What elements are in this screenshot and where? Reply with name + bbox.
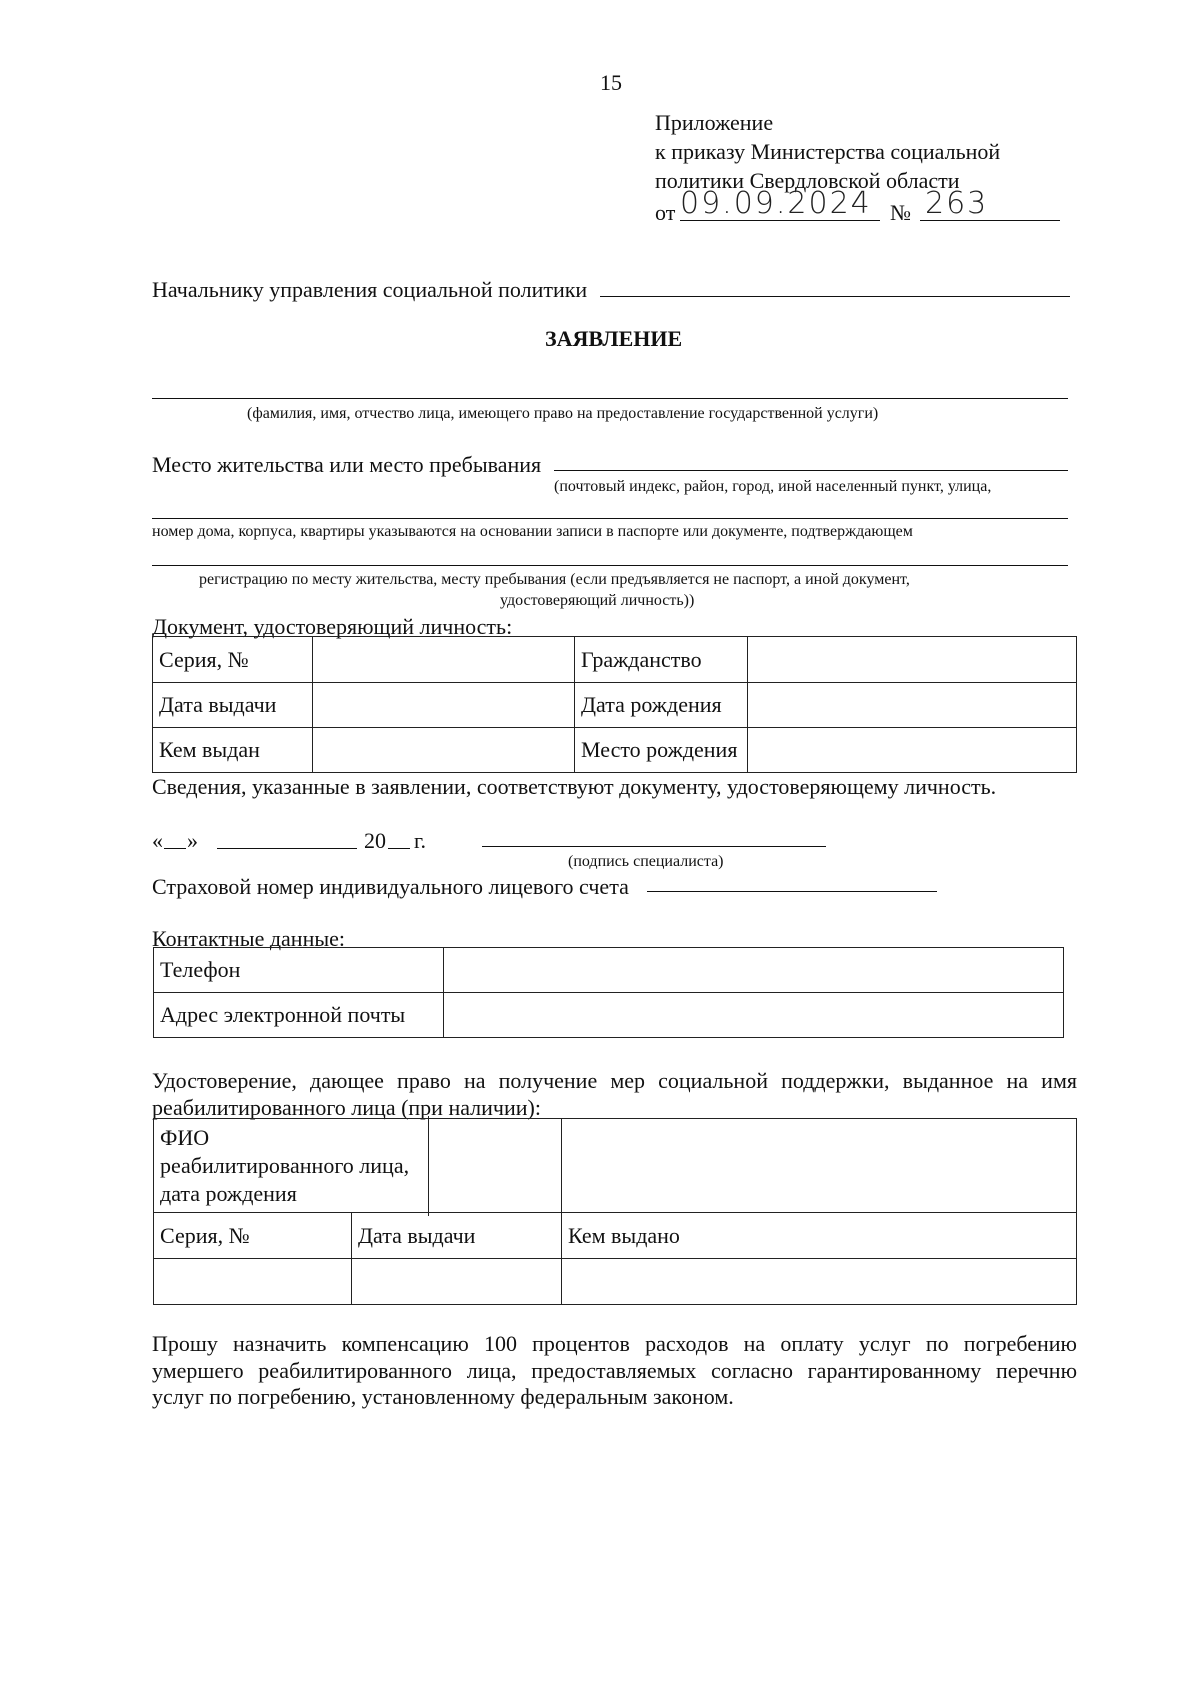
contacts-heading: Контактные данные: [152,926,345,951]
appendix-date-prefix: от [655,200,676,225]
certificate-fio-row [154,1119,1077,1213]
request-line-3: услуг по погребению, установленному федеральным законом. [152,1384,734,1409]
identity-value-field[interactable] [748,683,1077,728]
year-suffix: г. [414,828,427,853]
certificate-date-field[interactable] [352,1259,562,1305]
contacts-table [153,947,1064,1038]
contacts-row [154,948,1064,993]
appendix-line-1: Приложение [655,110,774,135]
identity-value-field[interactable] [748,728,1077,773]
date-underline [680,220,880,221]
identity-value-field[interactable] [313,683,575,728]
certificate-col-series: Серия, № [154,1213,352,1259]
residence-field-3[interactable] [152,565,1068,566]
certificate-fio-divider [428,1116,555,1216]
signature-hint: (подпись специалиста) [568,853,724,870]
appendix-date-handwritten: 09.09.2024 [680,186,872,221]
certificate-fio-label-1: ФИО [160,1124,210,1150]
snils-field[interactable] [647,891,937,892]
certificate-series-field[interactable] [154,1259,352,1305]
appendix-line-3: политики Свердловской области [655,168,960,193]
request-line-1: Прошу назначить компенсацию 100 процентов расходов на оплату услуг по погребению [152,1331,1077,1356]
identity-row [153,683,1077,728]
residence-label: Место жительства или место пребывания [152,452,542,477]
appendix-number-handwritten: 263 [925,186,989,221]
residence-field-2[interactable] [152,518,1068,519]
certificate-fio-label-2: реабилитированного лица, [160,1152,410,1178]
addressee-label: Начальнику управления социальной политики [152,277,588,302]
identity-table [152,636,1077,773]
addressee-field[interactable] [600,296,1070,297]
identity-value-field[interactable] [748,637,1077,683]
identity-label: Место рождения [575,728,748,773]
identity-label: Гражданство [575,637,748,683]
request-line-2: умершего реабилитированного лица, предоставляемых согласно гарантированному перечню [152,1358,1077,1383]
identity-label: Серия, № [153,637,313,683]
residence-hint-4: удостоверяющий личность)) [500,592,695,609]
fio-field[interactable] [152,398,1068,399]
identity-confirm: Сведения, указанные в заявлении, соответствуют документу, удостоверяющему личность. [152,774,997,799]
appendix-line-2: к приказу Министерства социальной [655,139,1001,164]
residence-field[interactable] [554,470,1068,471]
identity-value-field[interactable] [313,728,575,773]
identity-heading: Документ, удостоверяющий личность: [152,614,513,639]
quote-close: » [187,828,198,853]
certificate-text-1: Удостоверение, дающее право на получение мер социальной поддержки, выданное на имя [152,1068,1077,1093]
certificate-fio-field[interactable] [562,1119,1077,1213]
certificate-table [153,1118,1077,1305]
quote-open: « [152,828,163,853]
certificate-col-date: Дата выдачи [352,1213,562,1259]
fio-hint: (фамилия, имя, отчество лица, имеющего право на предоставление государственной услуги) [247,405,879,422]
month-field[interactable] [217,848,357,849]
identity-label: Дата рождения [575,683,748,728]
day-field[interactable] [164,848,186,849]
snils-label: Страховой номер индивидуального лицевого счета [152,874,629,899]
phone-field[interactable] [444,948,1064,993]
year-prefix: 20 [364,828,386,853]
page-number: 15 [600,70,622,95]
identity-label: Кем выдан [153,728,313,773]
residence-hint-1: (почтовый индекс, район, город, иной населенный пункт, улица, [554,478,992,495]
certificate-fio-label-3: дата рождения [160,1180,297,1206]
certificate-value-row [154,1259,1077,1305]
appendix-number-prefix: № [890,200,911,225]
certificate-header-row [154,1213,1077,1259]
certificate-col-issuer: Кем выдано [562,1213,1077,1259]
certificate-text-2: реабилитированного лица (при наличии): [152,1095,541,1120]
certificate-fio-label-cell [154,1119,562,1213]
identity-row [153,637,1077,683]
residence-hint-3: регистрацию по месту жительства, месту пребывания (если предъявляется не паспорт, а иной документ, [199,571,910,588]
identity-label: Дата выдачи [153,683,313,728]
phone-label: Телефон [154,948,444,993]
identity-value-field[interactable] [313,637,575,683]
identity-row [153,728,1077,773]
contacts-row [154,993,1064,1038]
year-field[interactable] [388,848,410,849]
email-label: Адрес электронной почты [154,993,444,1038]
specialist-signature-field[interactable] [482,846,826,847]
certificate-issuer-field[interactable] [562,1259,1077,1305]
email-field[interactable] [444,993,1064,1038]
residence-hint-2: номер дома, корпуса, квартиры указываются на основании записи в паспорте или документе, подтверждающем [152,523,913,540]
document-title: ЗАЯВЛЕНИЕ [545,326,683,351]
number-underline [920,220,1060,221]
